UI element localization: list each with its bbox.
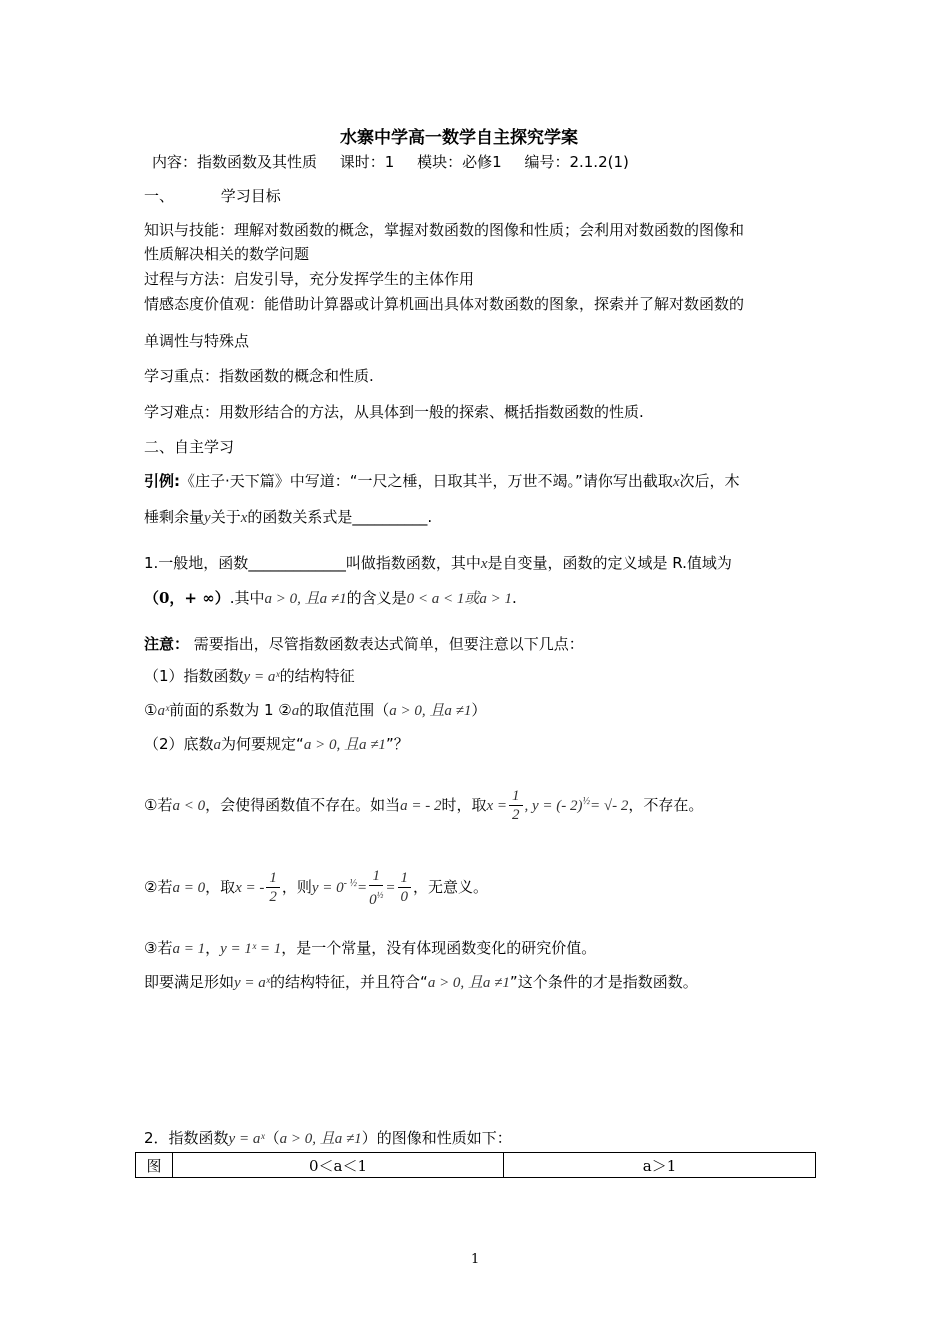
example-label: 引例: (144, 472, 180, 490)
note-text: 需要指出，尽管指数函数表达式简单，但要注意以下几点： (193, 635, 584, 653)
note-p2b: 前面的系数为 1 ② (169, 701, 292, 719)
case1-b: ，会使得函数值不存在。如当 (205, 796, 401, 814)
note-p2 (144, 700, 486, 721)
page-number: 1 (471, 1252, 480, 1267)
note-p3-a: a (213, 737, 222, 753)
case2-c: ，则 (281, 878, 312, 896)
page-title: 水寨中学高一数学自主探究学案 (340, 128, 578, 148)
case1-val: a = - 2 (400, 798, 442, 814)
property-table (135, 1152, 816, 1178)
item1-text-2a: .其中 (229, 589, 265, 607)
example-line-1 (144, 471, 740, 492)
item2-cond: a > 0, 且a ≠1 (279, 1131, 362, 1147)
item1-line-2 (144, 588, 517, 609)
case1-c: 时，取 (441, 796, 487, 814)
item1-line-1 (144, 553, 732, 574)
item2-c: ）的图像和性质如下： (361, 1129, 512, 1147)
case3-b: ， (205, 939, 221, 957)
case1-exp: ½ (582, 796, 591, 807)
section1-num: 一、 (144, 187, 175, 205)
item1-cond: a > 0, 且a ≠1 (264, 591, 347, 607)
case3-expr: y = 1ˣ = 1 (220, 941, 282, 957)
case2-d: ，无意义。 (413, 878, 489, 896)
case2-f2-num: 1 (398, 869, 412, 888)
goal-line-2: 性质解决相关的数学问题 (144, 245, 310, 263)
item1-var: x (480, 556, 488, 572)
note-p2d: ） (471, 701, 487, 719)
case2-den: 2 (269, 889, 277, 905)
note-p3a: （2）底数 (144, 735, 214, 753)
example-text-1a: 《庄子·天下篇》中写道：“一尺之棰，日取其半，万世不竭。”请你写出截取 (180, 472, 673, 490)
case2-fraction-1 (369, 867, 383, 909)
section1-heading (144, 186, 281, 206)
section2-heading: 二、自主学习 (144, 438, 235, 456)
case2-a: ②若 (144, 878, 173, 896)
example-text-2b: 关于 (210, 508, 241, 526)
case2-num: 1 (266, 869, 280, 888)
case2-fraction-x (266, 869, 280, 906)
note-p3b: 为何要规定“ (221, 735, 304, 753)
case2-line (144, 864, 488, 909)
note-p1a: （1）指数函数 (144, 667, 244, 685)
key-point: 学习重点：指数函数的概念和性质. (144, 367, 374, 385)
summary-a: 即要满足形如 (144, 973, 235, 991)
example-blank[interactable]: __________ (352, 508, 428, 526)
example-line-2 (144, 507, 432, 528)
item1-text-1b: 叫做指数函数，其中 (345, 554, 481, 572)
case1-line (144, 782, 703, 826)
case3-a: ③若 (144, 939, 173, 957)
item2-a: 2．指数函数 (144, 1129, 229, 1147)
case1-x-pre: x = (486, 798, 508, 814)
case2-x-pre: x = - (235, 880, 265, 896)
note-p2-expr: aˣ (157, 703, 170, 719)
summary-c: ”这个条件的才是指数函数。 (509, 973, 698, 991)
note-p3-cond: a > 0, 且a ≠1 (303, 737, 386, 753)
case1-cond: a < 0 (172, 798, 206, 814)
case2-eq1: = (357, 880, 368, 896)
example-dot: . (427, 508, 433, 526)
case2-fraction-2 (398, 869, 412, 906)
goal-line-5: 单调性与特殊点 (144, 332, 250, 350)
example-var-y: y (204, 510, 211, 526)
item1-end: . (512, 589, 517, 607)
note-p2c: 的取值范围（ (299, 701, 390, 719)
item1-meaning: 0 < a < 1或a > 1 (406, 591, 513, 607)
item1-text-1a: 1.一般地，函数 (144, 554, 249, 572)
goal-line-4: 情感态度价值观：能借助计算器或计算机画出具体对数函数的图象，探索并了解对数函数的 (144, 295, 745, 313)
note-line (144, 634, 584, 654)
case1-num: 1 (509, 787, 523, 806)
section1-title: 学习目标 (220, 187, 281, 205)
note-p2a: ① (144, 701, 158, 719)
note-label: 注意： (144, 635, 190, 653)
case3-cond: a = 1 (172, 941, 206, 957)
case1-den: 2 (512, 807, 520, 823)
note-p1-expr: y = aˣ (243, 669, 280, 685)
case3-c: ，是一个常量，没有体现函数变化的研究价值。 (281, 939, 597, 957)
meta-module: 模块：必修1 (417, 153, 502, 171)
case1-y-expr: , y = (- 2) (524, 798, 583, 814)
meta-hours: 课时：1 (339, 153, 395, 171)
case2-eq2: = (385, 880, 396, 896)
table-row (136, 1153, 816, 1178)
summary-line (144, 972, 698, 993)
case2-f1-num: 1 (369, 867, 383, 886)
example-text-1b: 次后，木 (679, 472, 740, 490)
case2-cond: a = 0 (172, 880, 206, 896)
note-p1 (144, 666, 355, 687)
table-header-graph: 图 (136, 1153, 173, 1178)
summary-cond: a > 0, 且a ≠1 (427, 975, 510, 991)
case3-line (144, 938, 596, 959)
example-text-2c: 的函数关系式是 (247, 508, 353, 526)
item1-range: （0，+ ∞） (144, 589, 230, 607)
example-text-2a: 棰剩余量 (144, 508, 205, 526)
item1-text-2b: 的含义是 (346, 589, 407, 607)
case2-y-pre: y = 0 (311, 880, 344, 896)
example-var-x: x (672, 474, 680, 490)
table-header-small-a: 0＜a＜1 (173, 1153, 504, 1178)
item2-line (144, 1128, 512, 1149)
meta-content: 内容：指数函数及其性质 (152, 153, 318, 171)
note-p2-cond: a > 0, 且a ≠1 (389, 703, 472, 719)
case2-f1-den: 0 (369, 891, 377, 908)
case2-exp: - ½ (343, 878, 358, 889)
case1-root: = √- 2 (590, 798, 629, 814)
case1-d: ，不存在。 (628, 796, 704, 814)
difficulty: 学习难点：用数形结合的方法，从具体到一般的探索、概括指数函数的性质. (144, 403, 644, 421)
note-p3c: ”？ (385, 735, 409, 753)
item1-blank-2[interactable]: __ (330, 554, 346, 572)
example-var-x2: x (240, 510, 248, 526)
note-p3 (144, 734, 409, 755)
case1-fraction (509, 787, 523, 824)
summary-b: 的结构特征，并且符合“ (270, 973, 428, 991)
note-p2-a: a (291, 703, 300, 719)
summary-expr: y = aˣ (234, 975, 271, 991)
note-p1b: 的结构特征 (279, 667, 355, 685)
item2-expr: y = aˣ (228, 1131, 265, 1147)
goal-line-3: 过程与方法：启发引导，充分发挥学生的主体作用 (144, 270, 475, 288)
item1-text-1c: 是自变量，函数的定义域是 R.值域为 (487, 554, 732, 572)
case2-f1-exp: ½ (376, 889, 384, 900)
item1-blank[interactable]: ___________ (248, 554, 331, 572)
case1-a: ①若 (144, 796, 173, 814)
case2-f2-den: 0 (400, 889, 409, 905)
meta-line (152, 152, 629, 172)
case2-b: ，取 (205, 878, 236, 896)
item2-b: （ (264, 1129, 280, 1147)
goal-line-1: 知识与技能：理解对数函数的概念，掌握对数函数的图像和性质；会利用对数函数的图像和 (144, 221, 745, 239)
meta-number: 编号：2.1.2(1) (524, 153, 629, 171)
table-header-large-a: a＞1 (504, 1153, 816, 1178)
case2-f1-den-wrap (369, 886, 383, 909)
